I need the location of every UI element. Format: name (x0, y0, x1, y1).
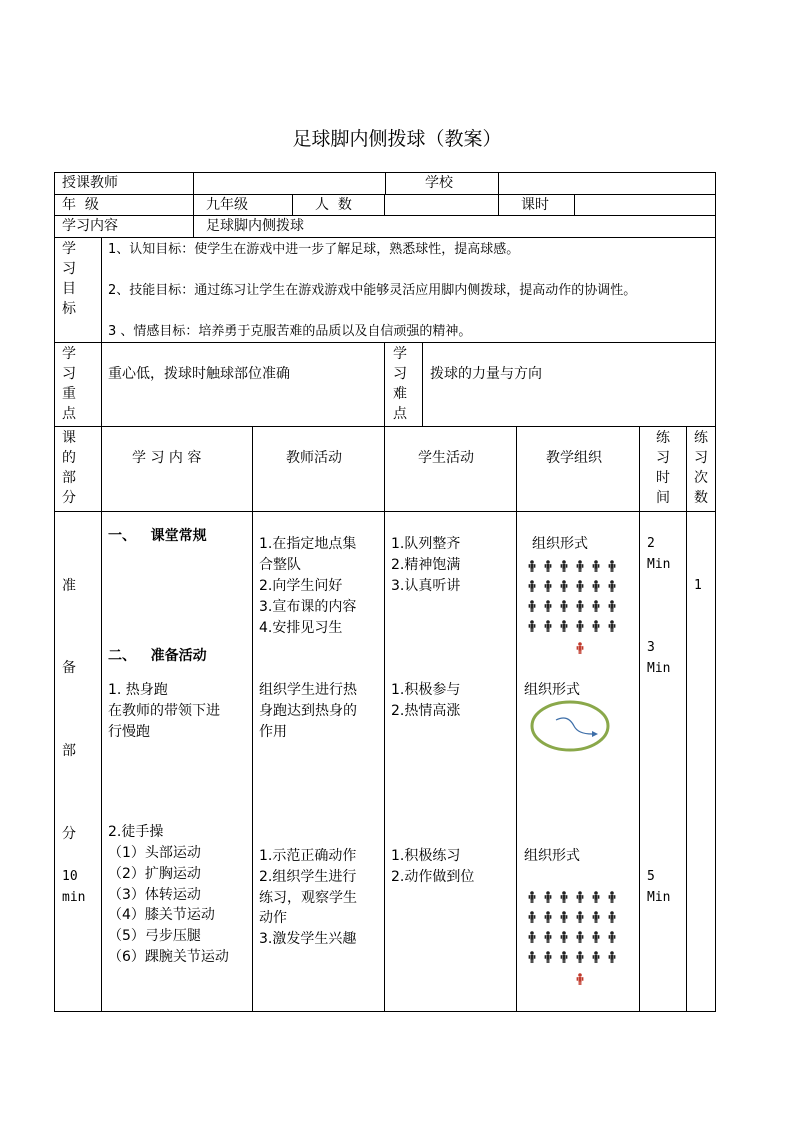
student-marker (560, 928, 568, 940)
teacher-marker (576, 970, 584, 982)
student-marker (576, 888, 584, 900)
content-line: 1. 热身跑 (108, 682, 168, 698)
difficulty-value: 拨球的力量与方向 (430, 366, 542, 382)
student-marker (592, 557, 600, 569)
teacher-activity: 1.示范正确动作 (259, 848, 357, 864)
org-label: 组织形式 (532, 536, 588, 552)
col-time: 练习时间 (656, 430, 670, 506)
running-direction-arrow (556, 718, 592, 734)
student-marker (608, 908, 616, 920)
part-char: 分 (62, 826, 76, 842)
student-marker (608, 888, 616, 900)
content-line: （1）头部运动 (108, 845, 201, 861)
student-marker (528, 888, 536, 900)
practice-time: 5 (647, 869, 655, 884)
goal-item: 2、技能目标：通过练习让学生在游戏游戏中能够灵活应用脚内侧拨球，提高动作的协调性。 (108, 283, 637, 298)
grade-value: 九年级 (206, 197, 248, 213)
part-char: 准 (62, 578, 76, 594)
student-marker (528, 928, 536, 940)
student-marker (560, 617, 568, 629)
student-marker (560, 597, 568, 609)
student-marker (608, 597, 616, 609)
content-line: （5）弓步压腿 (108, 928, 201, 944)
student-marker (544, 928, 552, 940)
teacher-marker (576, 639, 584, 651)
student-marker (528, 577, 536, 589)
keypoint-value: 重心低，拨球时触球部位准确 (108, 366, 290, 382)
student-activity: 2.动作做到位 (391, 869, 475, 885)
teacher-activity: 身跑达到热身的 (259, 703, 357, 719)
student-marker (608, 928, 616, 940)
col-org: 教学组织 (546, 450, 602, 466)
student-marker (608, 577, 616, 589)
content-value: 足球脚内侧拨球 (206, 218, 304, 234)
org-label: 组织形式 (524, 682, 580, 698)
teacher-activity: 3.宣布课的内容 (259, 599, 357, 615)
student-marker (608, 617, 616, 629)
student-marker (560, 888, 568, 900)
part-char: 备 (62, 660, 76, 676)
student-marker (544, 888, 552, 900)
student-activity: 1.积极参与 (391, 682, 461, 698)
goals-label: 学习目标 (62, 241, 76, 317)
student-activity: 1.积极练习 (391, 848, 461, 864)
student-marker (544, 557, 552, 569)
student-marker (592, 908, 600, 920)
student-marker (528, 597, 536, 609)
content-line: （6）踝腕关节运动 (108, 949, 229, 965)
student-marker (592, 597, 600, 609)
student-marker (576, 928, 584, 940)
student-marker (592, 888, 600, 900)
teacher-activity: 3.激发学生兴趣 (259, 931, 357, 947)
running-circle-diagram (528, 698, 612, 754)
col-part: 课的部分 (62, 430, 76, 506)
student-marker (544, 617, 552, 629)
student-marker (576, 557, 584, 569)
goal-item: 3 、情感目标：培养勇于克服苦难的品质以及自信顽强的精神。 (108, 324, 472, 339)
student-marker (528, 617, 536, 629)
content-line: （3）体转运动 (108, 887, 201, 903)
difficulty-label: 学习难点 (393, 346, 407, 422)
teacher-activity: 作用 (259, 724, 287, 740)
content-line: （2）扩胸运动 (108, 866, 201, 882)
practice-reps: 1 (694, 578, 702, 593)
teacher-label: 授课教师 (62, 175, 118, 191)
teacher-activity: 练习，观察学生 (259, 890, 357, 906)
student-marker (608, 948, 616, 960)
student-marker (576, 908, 584, 920)
teacher-activity: 4.安排见习生 (259, 620, 343, 636)
student-marker (544, 948, 552, 960)
practice-time: 3 (647, 640, 655, 655)
goal-item: 1、认知目标：使学生在游戏中进一步了解足球，熟悉球性，提高球感。 (108, 242, 520, 257)
teacher-activity: 组织学生进行热 (259, 682, 357, 698)
student-marker (544, 908, 552, 920)
section-title: 二、 准备活动 (108, 648, 207, 664)
part-time: 10 (62, 869, 78, 884)
student-marker (576, 617, 584, 629)
document-title: 足球脚内侧拨球（教案） (292, 128, 502, 150)
formation-diagram-1 (524, 557, 624, 655)
student-activity: 2.精神饱满 (391, 557, 461, 573)
count-label: 人 数 (315, 197, 352, 213)
student-marker (560, 948, 568, 960)
student-marker (592, 948, 600, 960)
student-marker (576, 948, 584, 960)
practice-time: 2 (647, 536, 655, 551)
section-title: 一、 课堂常规 (108, 528, 207, 544)
col-reps: 练习次数 (694, 430, 708, 506)
student-activity: 3.认真听讲 (391, 578, 461, 594)
student-marker (528, 908, 536, 920)
part-time: min (62, 890, 86, 905)
student-marker (560, 557, 568, 569)
formation-diagram-2 (524, 888, 624, 986)
content-line: 在教师的带领下进 (108, 703, 220, 719)
student-marker (592, 577, 600, 589)
student-marker (592, 617, 600, 629)
teacher-activity: 2.组织学生进行 (259, 869, 357, 885)
teacher-activity: 合整队 (259, 557, 301, 573)
content-line: 行慢跑 (108, 724, 150, 740)
content-label: 学习内容 (62, 218, 118, 234)
teacher-activity: 动作 (259, 910, 287, 926)
running-track-circle (532, 702, 608, 750)
arrow-head (592, 731, 598, 737)
practice-time: Min (647, 557, 671, 572)
student-marker (560, 577, 568, 589)
hours-label: 课时 (521, 197, 549, 213)
student-marker (544, 597, 552, 609)
content-line: 2.徒手操 (108, 824, 164, 840)
student-marker (592, 928, 600, 940)
student-marker (528, 948, 536, 960)
teacher-activity: 2.向学生问好 (259, 578, 343, 594)
org-label: 组织形式 (524, 848, 580, 864)
keypoint-label: 学习重点 (62, 346, 76, 422)
teacher-activity: 1.在指定地点集 (259, 536, 357, 552)
school-label: 学校 (425, 175, 453, 191)
student-marker (576, 597, 584, 609)
practice-time: Min (647, 890, 671, 905)
student-marker (608, 557, 616, 569)
student-marker (576, 577, 584, 589)
part-char: 部 (62, 743, 76, 759)
grade-label: 年 级 (62, 197, 99, 213)
practice-time: Min (647, 661, 671, 676)
col-student: 学生活动 (418, 450, 474, 466)
col-content: 学 习 内 容 (132, 450, 202, 466)
student-activity: 1.队列整齐 (391, 536, 461, 552)
student-marker (544, 577, 552, 589)
col-teacher: 教师活动 (286, 450, 342, 466)
student-marker (528, 557, 536, 569)
student-activity: 2.热情高涨 (391, 703, 461, 719)
student-marker (560, 908, 568, 920)
content-line: （4）膝关节运动 (108, 907, 215, 923)
